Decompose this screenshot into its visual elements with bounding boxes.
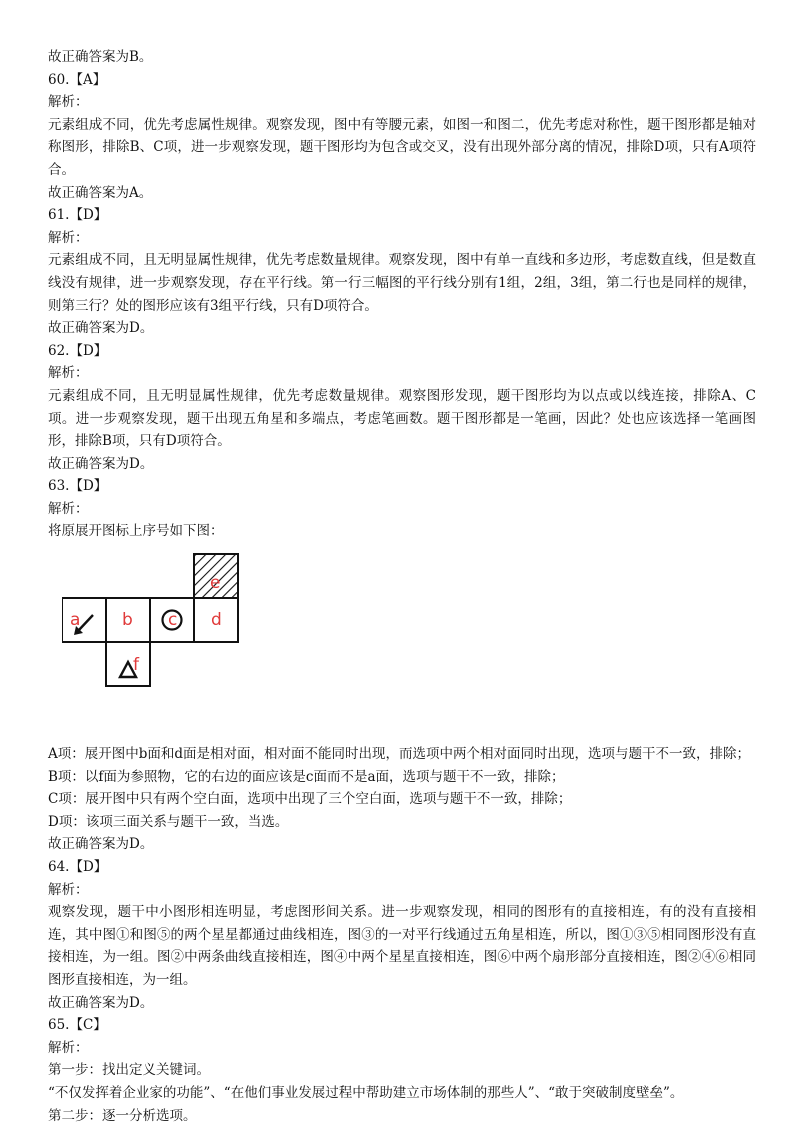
text-line: 64.【D】 bbox=[48, 859, 108, 876]
paragraph: 元素组成不同，优先考虑属性规律。观察发现，图中有等腰元素，如图一和图二，优先考虑对称性，题干图形都是轴对称图形，排除B、C项，进一步观察发现，题干图形均为包含或交叉，没有出现外部分离的情况，排除D项，只有A项符合。 bbox=[48, 116, 756, 178]
label-e: e bbox=[210, 573, 221, 594]
paragraph: 元素组成不同，且无明显属性规律，优先考虑数量规律。观察发现，图中有单一直线和多边形，考虑数直线，但是数直线没有规律，进一步观察发现，存在平行线。第一行三幅图的平行线分别有1组，2组，3组，第二行也是同样的规律，则第三行？处的图形应该有3组平行线，只有D项符合。 bbox=[48, 252, 756, 314]
text-line: 故正确答案为B。 bbox=[48, 49, 153, 65]
text-line: 解析： bbox=[48, 94, 89, 111]
text-line: 解析： bbox=[48, 881, 89, 898]
text-line: 故正确答案为A。 bbox=[48, 184, 153, 201]
text-line: 故正确答案为D。 bbox=[48, 836, 154, 853]
text-line: 解析： bbox=[48, 365, 89, 382]
text-line: 62.【D】 bbox=[48, 342, 108, 359]
label-a: a bbox=[70, 610, 81, 631]
text-line: 63.【D】 bbox=[48, 478, 108, 495]
paragraph: C项：展开图中只有两个空白面，选项中出现了三个空白面，选项与题干不一致，排除； bbox=[48, 791, 572, 808]
text-line: 故正确答案为D。 bbox=[48, 320, 154, 337]
text-line: 第二步：逐一分析选项。 bbox=[48, 1107, 197, 1124]
text-line: 解析： bbox=[48, 1039, 89, 1056]
text-line: 61.【D】 bbox=[48, 207, 108, 224]
text-line: 65.【C】 bbox=[48, 1017, 107, 1034]
cube-net-diagram bbox=[62, 549, 252, 689]
cube-net-figure bbox=[48, 543, 756, 743]
label-b: b bbox=[122, 610, 133, 631]
text-line: 解析： bbox=[48, 500, 89, 517]
text-line: 故正确答案为D。 bbox=[48, 455, 154, 472]
text-line: 将原展开图标上序号如下图： bbox=[48, 523, 224, 540]
paragraph: 元素组成不同，且无明显属性规律，优先考虑数量规律。观察图形发现，题干图形均为以点或以线连接，排除A、C项。进一步观察发现，题干出现五角星和多端点，考虑笔画数。题干图形都是一笔画，因此？处也应该选择一笔画图形，排除B项，只有D项符合。 bbox=[48, 387, 756, 450]
paragraph: A项：展开图中b面和d面是相对面，相对面不能同时出现，而选项中两个相对面同时出现，选项与题干不一致，排除； bbox=[48, 746, 751, 763]
text-line: 60.【A】 bbox=[48, 71, 107, 88]
paragraph: B项：以f面为参照物，它的右边的面应该是c面而不是a面，选项与题干不一致，排除； bbox=[48, 768, 565, 785]
face-a bbox=[62, 598, 106, 642]
label-c: c bbox=[168, 610, 178, 631]
paragraph: D项：该项三面关系与题干一致，当选。 bbox=[48, 813, 289, 830]
paragraph: 观察发现，题干中小图形相连明显，考虑图形间关系。进一步观察发现，相同的图形有的直接相连，有的没有直接相连，其中图①和图⑤的两个星星都通过曲线相连，图③的一对平行线通过五角星相连，所以，图①③⑤相同图形没有直接相连，为一组。图②中两条曲线直接相连，图④中两个星星直接相连，图⑥中两个扇形部分直接相连，图②④⑥相同图形直接相连，为一组。 bbox=[48, 904, 756, 988]
label-d: d bbox=[211, 610, 222, 631]
label-f: f bbox=[133, 655, 139, 676]
text-line: 解析： bbox=[48, 229, 89, 246]
text-line: 故正确答案为D。 bbox=[48, 994, 154, 1011]
document-page bbox=[48, 46, 756, 1127]
text-line: 第一步：找出定义关键词。 bbox=[48, 1062, 210, 1079]
paragraph: “不仅发挥着企业家的功能”、“在他们事业发展过程中帮助建立市场体制的那些人”、“敢于突破制度壁垒”。 bbox=[48, 1084, 684, 1101]
